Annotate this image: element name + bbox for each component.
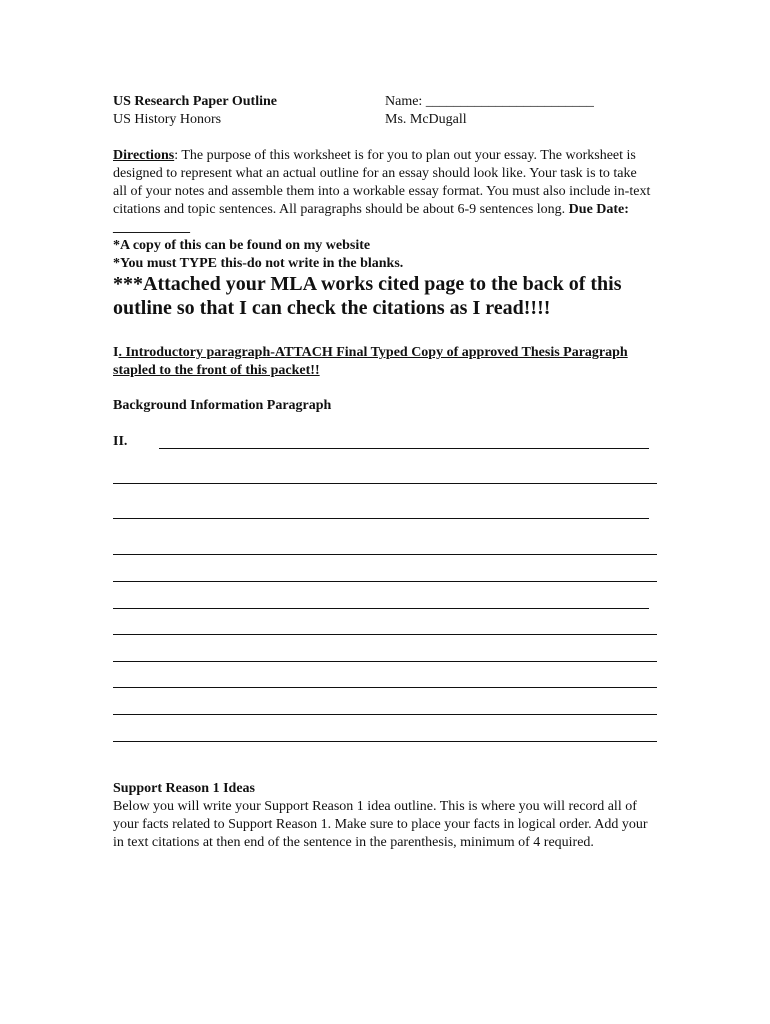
writing-line[interactable] [113, 741, 657, 742]
header-left [113, 93, 277, 129]
directions-paragraph [113, 147, 653, 237]
course-name: US History Honors [113, 112, 222, 127]
intro-roman-numeral: I [113, 345, 119, 360]
writing-line[interactable] [113, 608, 649, 609]
writing-line[interactable] [159, 448, 649, 449]
writing-line[interactable] [113, 661, 657, 662]
section-two-numeral: II. [113, 434, 128, 449]
writing-line[interactable] [113, 687, 657, 688]
writing-line[interactable] [113, 634, 657, 635]
name-field[interactable]: Name: ________________________ [385, 94, 594, 109]
intro-instruction: . Introductory paragraph-ATTACH Final Typed Copy of approved Thesis Paragraph stapled to the front of this packet!! [113, 345, 628, 378]
directions-block [113, 147, 653, 273]
teacher-name: Ms. McDugall [385, 112, 467, 127]
writing-line[interactable] [113, 518, 649, 519]
writing-line[interactable] [113, 714, 657, 715]
attach-works-cited-note: ***Attached your MLA works cited page to the back of this outline so that I can check the citations as I read!!!! [113, 273, 622, 319]
header-right [385, 93, 594, 129]
intro-section-heading [113, 344, 633, 380]
due-date: Due Date: ___________ [113, 202, 629, 235]
note-type: *You must TYPE this-do not write in the blanks. [113, 256, 404, 271]
writing-line[interactable] [113, 554, 657, 555]
directions-text: : The purpose of this worksheet is for you to plan out your essay. The worksheet is designed to represent what an actual outline for an essay should look like. Your task is to take all of your notes and assemble them into a workable essay format. You must also include in-text citations and topic sentences. All paragraphs should be about 6-9 sentences long. [113, 148, 651, 217]
support-reason-text: Below you will write your Support Reason 1 idea outline. This is where you will record all of your facts related to Support Reason 1. Make sure to place your facts in logical order. Add your in text citations at then end of the sentence in the parenthesis, minimum of 4 required. [113, 799, 648, 850]
note-copy: *A copy of this can be found on my website [113, 238, 371, 253]
document-title: US Research Paper Outline [113, 94, 277, 109]
writing-line[interactable] [113, 483, 657, 484]
background-section-title: Background Information Paragraph [113, 398, 332, 413]
support-reason-section [113, 780, 658, 852]
directions-label: Directions [113, 148, 175, 163]
support-reason-title: Support Reason 1 Ideas [113, 781, 255, 796]
writing-line[interactable] [113, 581, 657, 582]
